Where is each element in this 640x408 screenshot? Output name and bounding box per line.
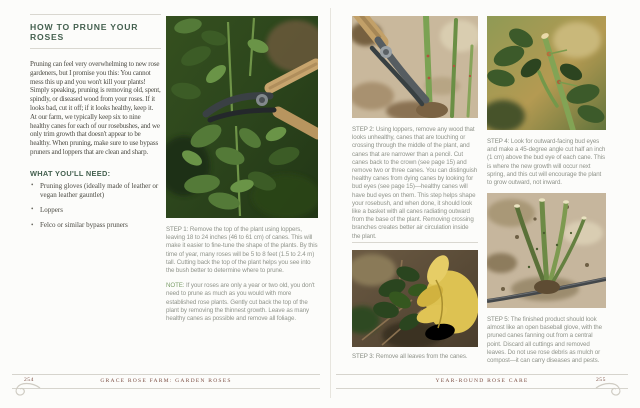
note-label: NOTE: <box>166 282 185 290</box>
step4-caption <box>487 138 606 194</box>
step4-label: STEP 4: <box>487 138 510 145</box>
page-gutter-divider <box>330 8 331 398</box>
list-item: • Felco or similar bypass pruners <box>30 221 161 230</box>
column-divider-rule <box>352 242 478 243</box>
left-footer-rule-bottom <box>12 388 320 389</box>
note-text: If your roses are only a year or two old, you don't need to prune as much as you would with more established rose plants. Gently cut back the top of the plant by removing the thinnest growth. Leave as many healthy canes as possible and remove all foliage. <box>166 282 315 323</box>
step3-caption <box>352 353 478 368</box>
what-youll-need-heading: WHAT YOU'LL NEED: <box>30 168 111 178</box>
step2-cutting-cane-photo <box>352 16 478 118</box>
left-footer-rule-top <box>12 374 320 375</box>
left-text-column <box>30 14 161 236</box>
step1-label: STEP 1: <box>166 226 189 233</box>
list-item: • Loppers <box>30 206 161 215</box>
intro-paragraph: Pruning can feel very overwhelming to new rose gardeners, but I promise you this: You cannot mess this up and you won't kill your plants! Simply speaking, pruning is removing old, spent, spindly, or diseased wood from your roses. If it looks bad, cut it off; if it looks healthy, keep it. At our farm, we typically keep six to nine healthy canes for each of our rosebushes, and we only trim growth that doesn't appear to be healthy. When pruning, make sure to use bypass pruners and loppers that are clean and sharp. <box>30 60 161 156</box>
step5-text: The finished product should look almost like an open baseball glove, with the pruned canes fanning out from a central point. Discard all cuttings and removed leaves. Do not use rose debris as mulch or compost—it can carry diseases and pests. <box>487 316 602 365</box>
step5-label: STEP 5: <box>487 316 510 323</box>
step5-caption <box>487 316 606 372</box>
flourish-icon <box>12 380 42 400</box>
step3-text: Remove all leaves from the canes. <box>375 353 468 360</box>
step2-caption <box>352 126 478 248</box>
list-item: • Pruning gloves (ideally made of leather or vegan leather gauntlet) <box>30 182 161 200</box>
step3-label: STEP 3: <box>352 353 375 360</box>
step2-label: STEP 2: <box>352 126 375 133</box>
rule-above-title <box>30 14 161 15</box>
step3-removing-leaves-photo <box>352 250 478 347</box>
page-title: HOW TO PRUNE YOUR ROSES <box>30 22 139 42</box>
supplies-list <box>30 182 161 230</box>
left-page-number: 254 <box>24 377 34 383</box>
right-page-number: 255 <box>596 377 606 383</box>
step4-text: Look for outward-facing bud eyes and make a 45-degree angle cut half an inch (1 cm) above the bud eye of each cane. This is where the new growth will occur next spring, and this cut will encourage the plant to grow outward, not inward. <box>487 138 606 187</box>
step4-bud-eye-photo <box>487 16 606 130</box>
step1-pruning-shears-photo <box>166 16 318 218</box>
right-footer-rule-top <box>336 374 628 375</box>
rule-below-title <box>30 48 161 49</box>
right-running-footer: YEAR-ROUND ROSE CARE <box>435 378 529 384</box>
right-footer-rule-bottom <box>336 388 628 389</box>
step1-caption <box>166 226 318 330</box>
flourish-icon <box>594 380 624 400</box>
step2-text: Using loppers, remove any wood that looks unhealthy, canes that are touching or crossing through the middle of the plant, and canes that are narrower than a pencil. Cut canes back to the crown (see page 15) and remove two or three canes. You can distinguish healthy canes from dying canes by looking for bud eyes (see page 15)—healthy canes will have bud eyes on them. This step helps shape your rosebush, and when done, it should look like a basket with all canes radiating outward from the base of the plant. Removing crossing branches creates better air circulation inside the plant. <box>352 126 478 240</box>
left-running-footer: GRACE ROSE FARM: GARDEN ROSES <box>100 378 232 384</box>
step1-text: Remove the top of the plant using loppers, leaving 18 to 24 inches (46 to 61 cm) of canes. This will make it easier to fine-tune the shape of the plants. By this time of year, many roses will be 5 to 8 feet (1.5 to 2.4 m) tall. Cutting back the top of the plant helps you see into the bush better to determine where to prune. <box>166 226 318 275</box>
step5-finished-pruned-bush-photo <box>487 193 606 308</box>
